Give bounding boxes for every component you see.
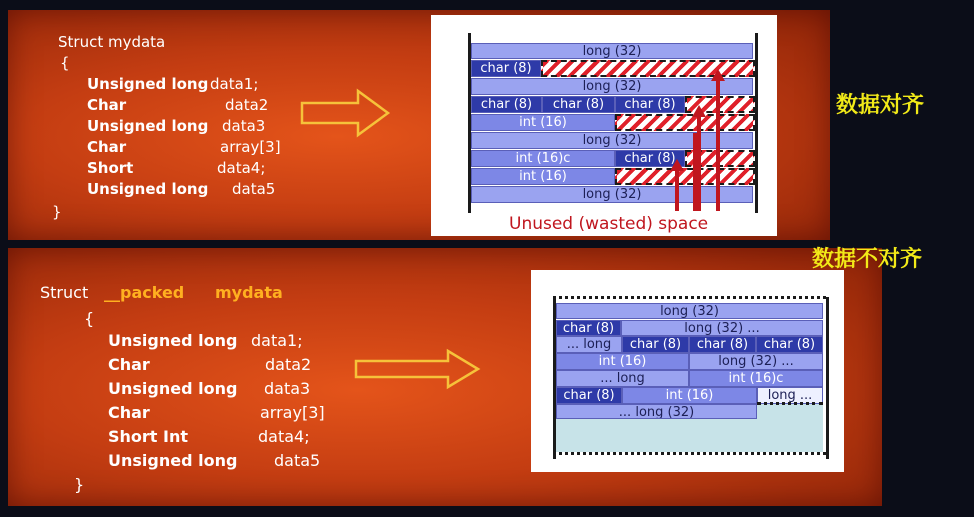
cell-int: int (16) (622, 387, 757, 404)
cell-long: long (32) (471, 186, 753, 203)
packed-memory-diagram (531, 270, 844, 472)
cell-long: ... long (556, 336, 622, 353)
cell-int: int (16) (556, 353, 689, 370)
bottom-boundary (553, 452, 826, 455)
cell-char: char (8) (471, 60, 541, 77)
cell-long: long ... (757, 387, 823, 404)
free-space (757, 404, 823, 420)
field-type: Unsigned long (87, 180, 209, 198)
field-type: Unsigned long (108, 451, 238, 470)
cell-int: int (16) (471, 114, 615, 131)
top-boundary (553, 296, 826, 299)
field-type: Char (87, 96, 127, 114)
cell-long: long (32) (471, 43, 753, 59)
cell-long: long (32) ... (621, 320, 823, 336)
field-type: Short (87, 159, 134, 177)
packed-boundary (757, 402, 823, 405)
field-name: data3 (222, 117, 266, 135)
cell-int: int (16)c (471, 150, 615, 167)
field-name: data4; (217, 159, 266, 177)
cell-char: char (8) (622, 336, 689, 353)
field-type: Char (108, 355, 150, 374)
field-type: Char (87, 138, 127, 156)
close-brace: } (52, 203, 62, 221)
field-type: Char (108, 403, 150, 422)
field-type: Unsigned long (87, 117, 209, 135)
field-name: data4; (258, 427, 310, 446)
field-type: Unsigned long (87, 75, 209, 93)
cell-long: long (32) (471, 132, 753, 149)
cell-char: char (8) (615, 150, 685, 167)
cell-long: long (32) (471, 78, 753, 95)
field-type: Unsigned long (108, 379, 238, 398)
struct-header: Struct (40, 283, 89, 302)
unused-space-label: Unused (wasted) space (509, 214, 709, 234)
cell-char: char (8) (615, 96, 685, 113)
field-name: data1; (251, 331, 303, 350)
cell-char: char (8) (471, 96, 542, 113)
cell-long: long (32) (556, 303, 823, 319)
cell-char: char (8) (556, 320, 621, 336)
open-brace: { (60, 54, 70, 72)
field-name: array[3] (220, 138, 281, 156)
aligned-label: 数据对齐 (836, 93, 925, 118)
aligned-memory-diagram (431, 15, 777, 236)
cell-long: ... long (556, 370, 689, 387)
field-type: Unsigned long (108, 331, 238, 350)
cell-char: char (8) (556, 387, 622, 404)
cell-char: char (8) (756, 336, 823, 353)
cell-int: int (16)c (689, 370, 823, 387)
cell-long: long (32) ... (689, 353, 823, 370)
cell-char: char (8) (689, 336, 756, 353)
struct-header: Struct mydata (58, 33, 166, 51)
field-name: array[3] (260, 403, 325, 422)
right-arrow-icon (354, 348, 482, 390)
field-name: data2 (225, 96, 269, 114)
cell-long: ... long (32) (556, 404, 757, 419)
field-name: data2 (265, 355, 312, 374)
field-type: Short Int (108, 427, 189, 446)
field-name: data3 (264, 379, 311, 398)
close-brace: } (74, 475, 85, 494)
open-brace: { (84, 309, 95, 328)
packed-keyword: __packed (104, 283, 185, 302)
free-space (556, 419, 823, 452)
wasted-space-arrows (431, 15, 777, 236)
cell-char: char (8) (542, 96, 615, 113)
right-arrow-icon (300, 88, 392, 138)
field-name: data1; (210, 75, 259, 93)
packed-label: 数据不对齐 (812, 247, 923, 272)
field-name: data5 (232, 180, 276, 198)
struct-name: mydata (215, 283, 283, 302)
field-name: data5 (274, 451, 321, 470)
cell-int: int (16) (471, 168, 615, 185)
